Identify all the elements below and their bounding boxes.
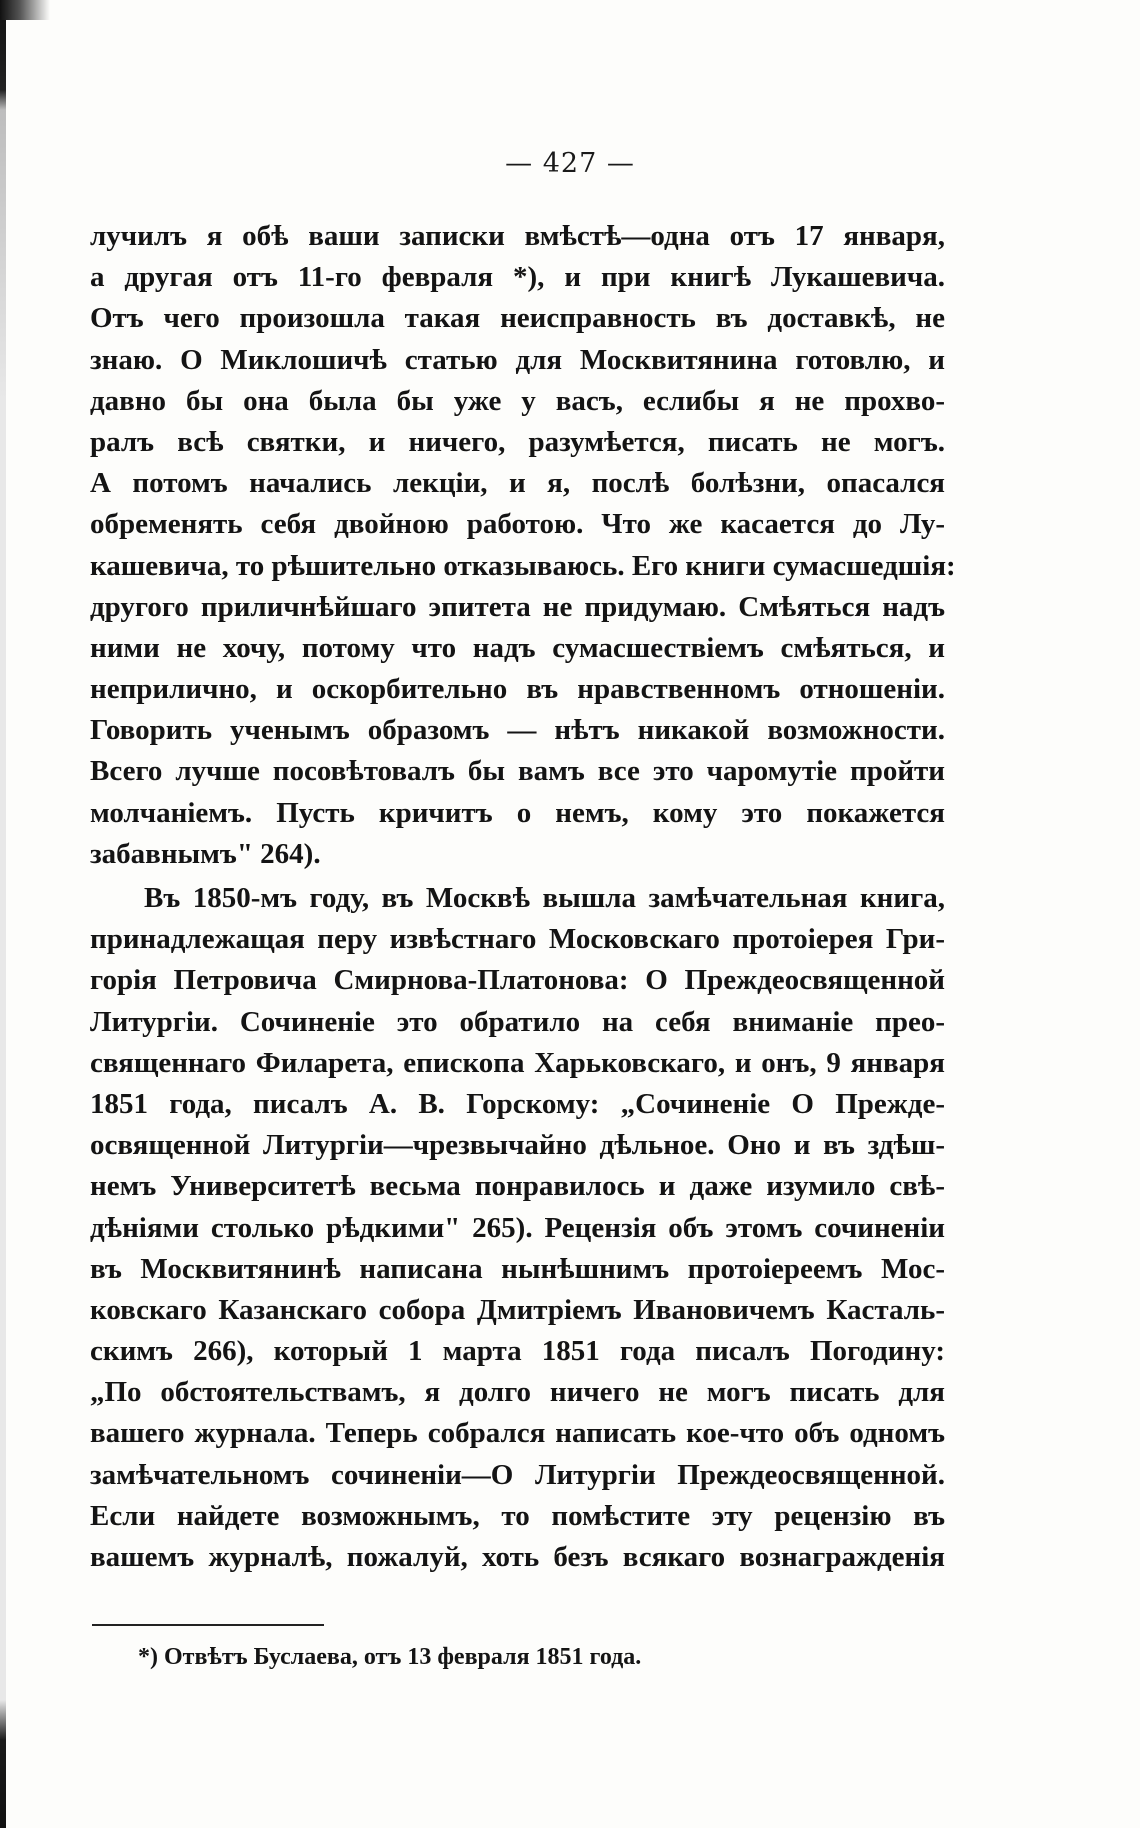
- text-line: лучилъ я обѣ ваши записки вмѣстѣ—одна отъ 17 января,: [90, 220, 945, 252]
- text-line: принадлежащая перу извѣстнаго Московскаго протоіерея Гри-: [90, 923, 945, 956]
- text-line: вашего журнала. Теперь собрался написать кое-что объ одномъ: [90, 1417, 945, 1450]
- text-line: обременять себя двойною работою. Что же касается до Лу-: [90, 508, 945, 541]
- body-text: [90, 216, 956, 1578]
- text-line: 1851 года, писалъ А. В. Горскому: „Сочиненіе О Прежде-: [90, 1087, 945, 1120]
- text-line: Литургіи. Сочиненіе это обратило на себя вниманіе прео-: [90, 1005, 945, 1038]
- text-line: знаю. О Миклошичѣ статью для Москвитянина готовлю, и: [90, 343, 945, 376]
- scan-corner-shadow: [0, 0, 50, 20]
- text-line: ними не хочу, потому что надъ сумасшествіемъ смѣяться, и: [90, 631, 945, 664]
- text-line: замѣчательномъ сочиненіи—О Литургіи Преждеосвященной.: [90, 1458, 945, 1491]
- text-line: ковскаго Казанскаго собора Дмитріемъ Ивановичемъ Касталь-: [90, 1293, 945, 1326]
- text-line: священнаго Филарета, епископа Харьковскаго, и онъ, 9 января: [90, 1046, 945, 1079]
- text-line: скимъ 266), который 1 марта 1851 года писалъ Погодину:: [90, 1335, 945, 1368]
- text-line: другого приличнѣйшаго эпитета не придумаю. Смѣяться надъ: [90, 590, 945, 623]
- text-line: Въ 1850-мъ году, въ Москвѣ вышла замѣчательная книга,: [144, 882, 945, 914]
- text-line: а другая отъ 11-го февраля *), и при книгѣ Лукашевича.: [90, 261, 945, 294]
- text-line: дѣніями столько рѣдкими" 265). Рецензія объ этомъ сочиненіи: [90, 1211, 945, 1244]
- text-line: забавнымъ" 264).: [90, 837, 321, 870]
- text-line: молчаніемъ. Пусть кричитъ о немъ, кому это покажется: [90, 796, 945, 829]
- footnote: *) Отвѣтъ Буслаева, отъ 13 февраля 1851 года.: [138, 1644, 642, 1670]
- text-line: кашевича, то рѣшительно отказываюсь. Его книги сумасшедшія:: [90, 549, 956, 582]
- text-line: Говорить ученымъ образомъ — нѣтъ никакой возможности.: [90, 714, 945, 747]
- text-line: немъ Университетѣ весьма понравилось и даже изумило свѣ-: [90, 1170, 945, 1203]
- text-line: „По обстоятельствамъ, я долго ничего не могъ писать для: [90, 1376, 945, 1409]
- text-line: освященной Литургіи—чрезвычайно дѣльное. Оно и въ здѣш-: [90, 1129, 945, 1162]
- text-line: А потомъ начались лекціи, и я, послѣ болѣзни, опасался: [90, 467, 945, 500]
- text-line: ралъ всѣ святки, и ничего, разумѣется, писать не могъ.: [90, 425, 945, 458]
- text-line: давно бы она была бы уже у васъ, еслибы я не прохво-: [90, 384, 945, 417]
- text-line: Всего лучше посовѣтовалъ бы вамъ все это чаромутіе пройти: [90, 755, 945, 788]
- text-line: Если найдете возможнымъ, то помѣстите эту рецензію въ: [90, 1499, 945, 1532]
- text-line: горія Петровича Смирнова-Платонова: О Преждеосвященной: [90, 964, 945, 997]
- text-line: неприлично, и оскорбительно въ нравственномъ отношеніи.: [90, 673, 945, 706]
- page-number: — 427 —: [505, 148, 635, 179]
- scan-binding-edge: [0, 0, 6, 1828]
- text-line: вашемъ журналѣ, пожалуй, хоть безъ всякаго вознагражденія: [90, 1541, 945, 1573]
- text-line: въ Москвитянинѣ написана нынѣшнимъ протоіереемъ Мос-: [90, 1252, 945, 1285]
- footnote-divider: [92, 1624, 324, 1626]
- text-line: Отъ чего произошла такая неисправность въ доставкѣ, не: [90, 302, 945, 335]
